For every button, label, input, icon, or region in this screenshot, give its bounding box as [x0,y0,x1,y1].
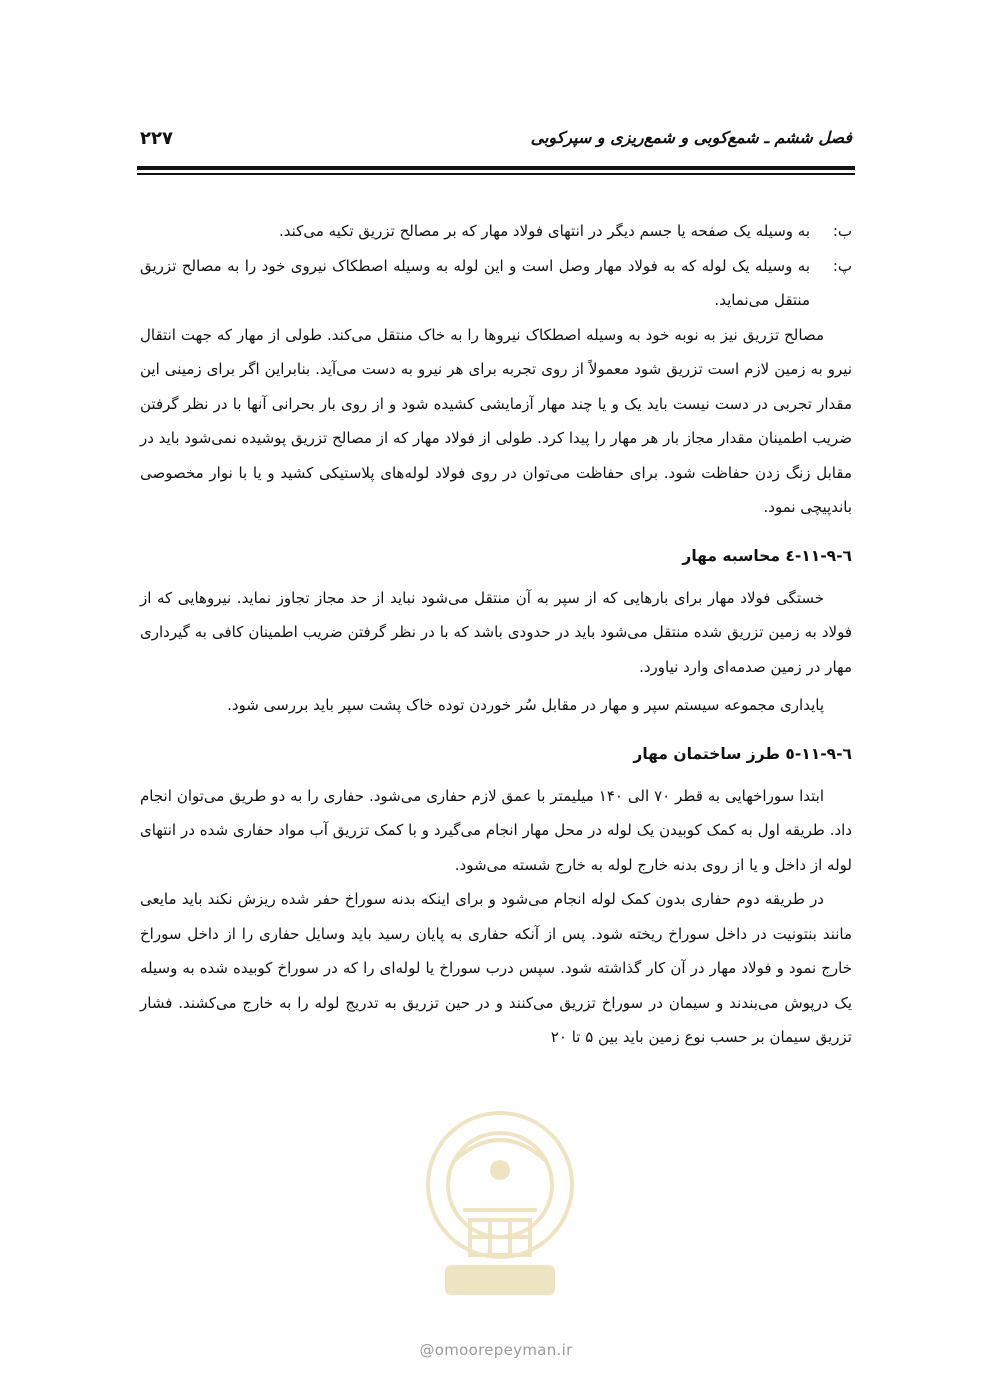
list-item-text: به وسیله یک صفحه یا جسم دیگر در انتهای فولاد مهار که بر مصالح تزریق تکیه می‌کند. [279,222,810,240]
page-header [140,124,852,158]
header-rule-thick [137,166,855,170]
paragraph: پایداری مجموعه سیستم سپر و مهار در مقابل سُر خوردن توده خاک پشت سپر باید بررسی شود. [227,696,824,714]
page-body [140,214,852,1055]
section-heading: ٦-٩-١١-٥ طرز ساختمان مهار [633,744,852,763]
paragraph: در طریقه دوم حفاری بدون کمک لوله انجام می‌شود و برای اینکه بدنه سوراخ حفر شده ریزش نکند باید مایعی مانند بنتونیت در داخل سوراخ ریخته شود. پس از آنکه حفاری به پایان رسید باید وسایل حفاری را از داخل سوراخ خارج نمود و فولاد مهار در آن کار گذاشته شود. سپس درب سوراخ یا لوله‌ای را که در سوراخ کوبیده شده به وسیله یک درپوش می‌بندند و سیمان در سوراخ تزریق می‌کنند و در حین تزریق به تدریج لوله را به خارج می‌کشند. فشار تزریق سیمان بر حسب نوع زمین باید بین ۵ تا ۲۰ [140,890,852,1046]
at-icon: @ [419,1341,435,1359]
omoorepeyman-logo-icon [415,1100,585,1320]
section-heading: ٦-٩-١١-٤ محاسبه مهار [682,546,852,565]
watermark-url: @omoorepeyman.ir [419,1341,573,1359]
list-item [140,249,852,318]
list-item-text: به وسیله یک لوله که به فولاد مهار وصل است و این لوله به وسیله اصطکاک نیروی خود را به مصالح تزریق منتقل می‌نماید. [140,256,810,309]
header-rule-thin [137,173,855,175]
paragraph: ابتدا سوراخهایی به قطر ۷۰ الی ۱۴۰ میلیمتر با عمق لازم حفاری می‌شود. حفاری را به دو طریق می‌توان انجام داد. طریقه اول به کمک کوبیدن یک لوله در محل مهار انجام می‌گیرد و با کمک تزریق آب مواد حفاری شده در انتهای لوله از داخل و یا از روی بدنه خارج لوله به خارج شسته می‌شود. [140,786,852,874]
list-item [140,214,852,249]
chapter-title: فصل ششم ـ شمع‌کوبی و شمع‌ریزی و سپرکوبی [530,128,852,147]
page-number: ۲۲۷ [140,128,173,149]
list-marker: ب: [832,222,852,240]
list-marker: پ: [832,256,852,275]
paragraph: خستگی فولاد مهار برای بارهایی که از سپر به آن منتقل می‌شود نباید از حد مجاز تجاوز نماید. نیروهایی که از فولاد به زمین تزریق شده منتقل می‌شود باید در حدودی باشد که با در نظر گرفتن ضریب اطمینان کافی به گیرداری مهار در زمین صدمه‌ای وارد نیاورد. [140,588,852,676]
paragraph: مصالح تزریق نیز به نوبه خود به وسیله اصطکاک نیروها را به خاک منتقل می‌کند. طولی از مهار که جهت انتقال نیرو به زمین لازم است تزریق شود معمولاً از روی تجربه برای هر نیرو به دست می‌آید. بنابراین اگر برای زمینی این مقدار تجربی در دست نیست باید یک و یا چند مهار آزمایشی کشیده شود و از روی بار بحرانی آنها با در نظر گرفتن ضریب اطمینان مقدار مجاز بار هر مهار را پیدا کرد. طولی از فولاد مهار که از مصالح تزریق پوشیده نمی‌شود باید در مقابل زنگ زدن حفاظت شود. برای حفاظت می‌توان در روی فولاد لوله‌های پلاستیکی کشید و یا با نوار مخصوصی باندپیچی نمود. [140,325,852,516]
